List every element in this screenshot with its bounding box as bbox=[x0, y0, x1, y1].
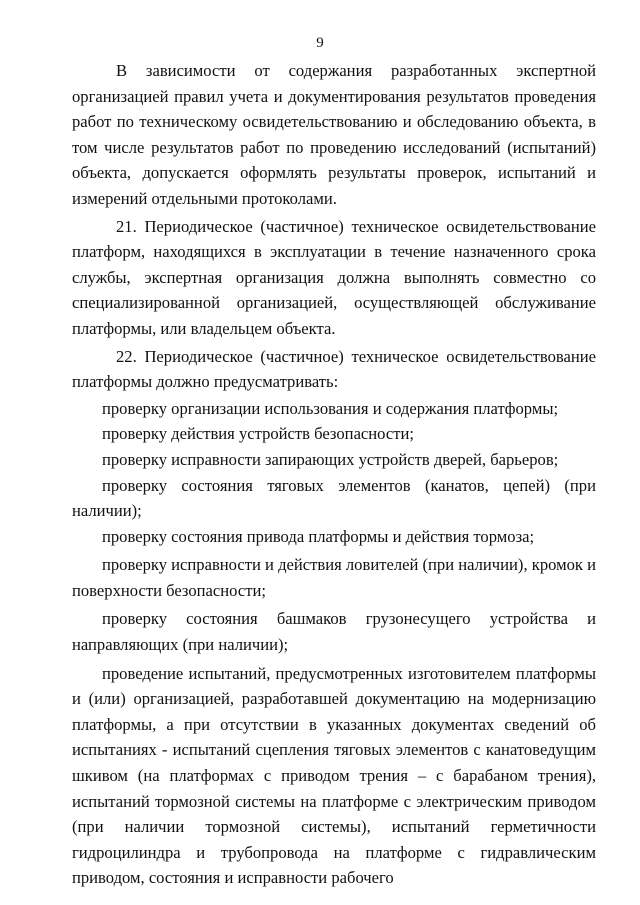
paragraph-21: 21. Периодическое (частичное) техническое освидетельствование платформ, находящихся в эксплуатации в течение назначенного срока службы, экспертная организация должна выполнять совместно со специализированной организацией, осуществляющей обслуживание платформы, или владельцем объекта. bbox=[72, 216, 596, 338]
list-item: проверку исправности запирающих устройств дверей, барьеров; bbox=[102, 449, 559, 469]
list-item: проверку состояния тяговых элементов (канатов, цепей) (при наличии); bbox=[72, 475, 596, 521]
page-number: 9 bbox=[316, 35, 324, 51]
paragraph-documentation: В зависимости от содержания разработанных экспертной организацией правил учета и документирования результатов проведения работ по техническому освидетельствованию и обследованию объекта, в том числе результатов работ по проведению исследований (испытаний) объекта, допускается оформлять результаты проверок, испытаний и измерений отдельными протоколами. bbox=[72, 61, 596, 208]
list-item: проверку организации использования и содержания платформы; bbox=[102, 398, 559, 418]
paragraph-22: 22. Периодическое (частичное) техническое освидетельствование платформы должно предусматривать: bbox=[72, 346, 596, 392]
list-item: проверку состояния привода платформы и действия тормоза; bbox=[102, 526, 535, 546]
list-item: проведение испытаний, предусмотренных изготовителем платформы и (или) организацией, разработавшей документацию на модернизацию платформы, а при отсутствии в указанных документах сведений об испытаниях - испытаний сцепления тяговых элементов с канатоведущим шкивом (на платформах с приводом трения – с барабаном трения), испытаний тормозной системы на платформе с электрическим приводом (при наличии тормозной системы), испытаний герметичности гидроцилиндра и трубопровода на платформе с гидравлическим приводом, состояния и исправности рабочего bbox=[72, 663, 596, 888]
list-item: проверку исправности и действия ловителей (при наличии), кромок и поверхности безопасности; bbox=[72, 555, 596, 600]
document-body bbox=[72, 58, 596, 891]
list-item: проверку состояния башмаков грузонесущего устройства и направляющих (при наличии); bbox=[72, 609, 596, 655]
list-item: проверку действия устройств безопасности; bbox=[102, 424, 414, 444]
